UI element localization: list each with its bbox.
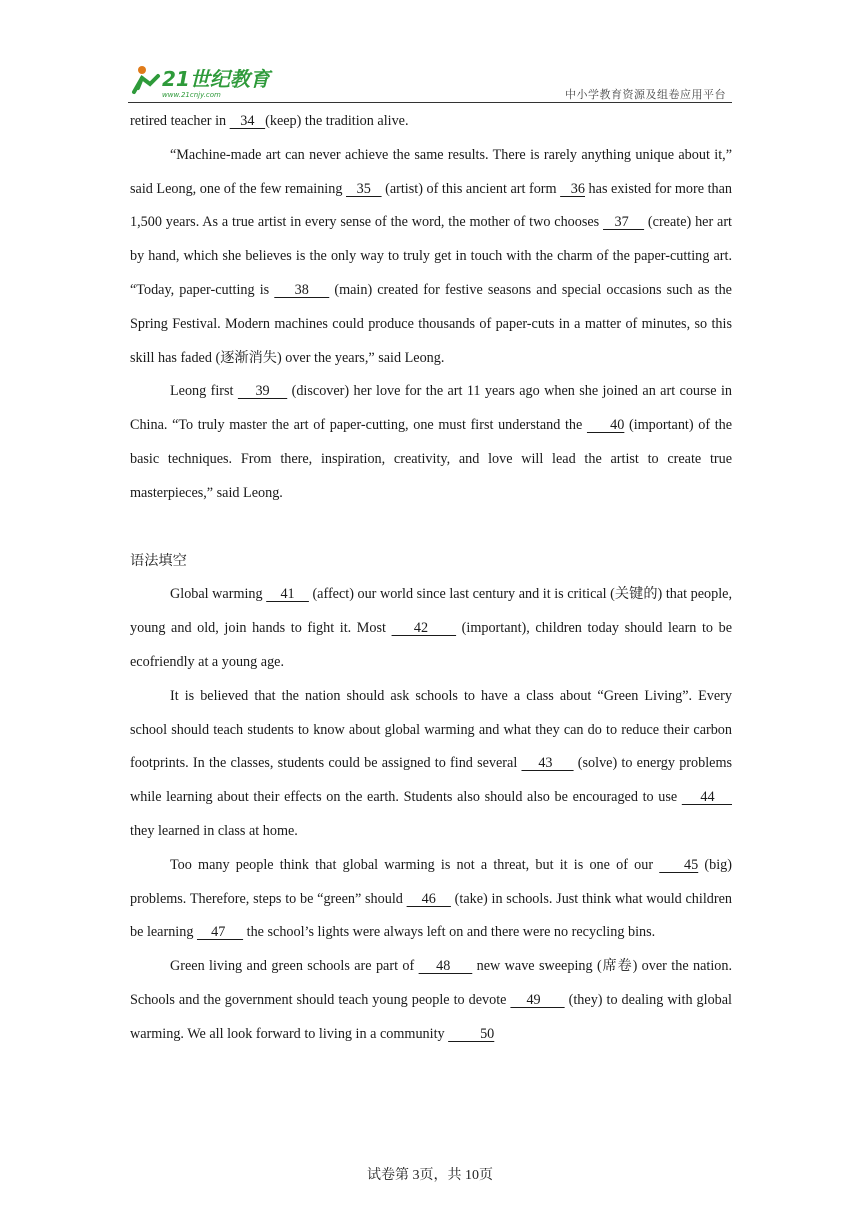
blank-43: 43 [521,755,574,772]
section-gap [130,511,732,545]
paragraph-5: It is believed that the nation should ask schools to have a class about “Green Living”. Every school should teach students to know about global warming and what they can do to reduce their carbon footprints. In the classes, students could be assigned to find several 43 (solve) to energy problems while learning about their effects on the earth. Students also should also be encouraged to use 44 they learned in class at home. [130,687,733,839]
section-title: 语法填空 [130,552,187,569]
header-platform-text: 中小学教育资源及组卷应用平台 [565,88,726,101]
blank-37: 37 [603,214,645,231]
paragraph-6: Too many people think that global warming is not a threat, but it is one of our 45 (big) problems. Therefore, steps to be “green” should 46 (take) in schools. Just think what would children be learning 47 the school’s lights were always left on and there were no recycling bins. [130,856,732,941]
blank-36: 36 [560,180,585,197]
blank-47: 47 [196,924,244,941]
blank-48: 48 [418,958,473,975]
blank-38: 38 [274,281,330,298]
document-body [130,105,732,1052]
logo-text: 21世纪教育 [162,67,270,91]
blank-42: 42 [391,620,457,637]
blank-34: 34 [229,113,266,129]
paragraph-4: Global warming 41 (affect) our world since last century and it is critical (关键的) that people, young and old, join hands to fight it. Most 42 (important), children today should learn to be ecofriendly at a young age. [130,586,733,670]
blank-41: 41 [266,586,309,603]
paragraph-3: Leong first 39 (discover) her love for the art 11 years ago when she joined an art course in China. “To truly master the art of paper-cutting, one must first understand the 40 (important) of the basic techniques. From there, inspiration, creativity, and love will lead the artist to create true masterpieces,” said Leong. [130,383,733,501]
logo [128,62,278,100]
paragraph-2: “Machine-made art can never achieve the same results. There is rarely anything unique about it,” said Leong, one of the few remaining 35 (artist) of this ancient art form 36 has existed for more than 1,500 years. As a true artist in every sense of the word, the mother of two chooses 37 (create) her art by hand, which she believes is the only way to truly get in touch with the charm of the paper-cutting art. “Today, paper-cutting is 38 (main) created for festive seasons and special occasions such as the Spring Festival. Modern machines could produce thousands of paper-cuts in a matter of minutes, so this skill has faded (逐渐消失) over the years,” said Leong. [130,146,733,366]
blank-44: 44 [681,789,732,806]
paragraph-7: Green living and green schools are part of 48 new wave sweeping (席卷) over the nation. Schools and the government should teach young people to devote 49 (they) to dealing with global warming. We all look forward to living in a community 50 [130,958,733,1042]
paragraph-1: retired teacher in 34 (keep) the tradition alive. [130,113,409,129]
logo-graphic [128,62,278,100]
blank-46: 46 [406,890,451,907]
blank-49: 49 [510,991,565,1008]
blank-39: 39 [237,383,288,400]
page-header [128,62,732,104]
blank-35: 35 [346,180,382,197]
header-divider [128,102,732,103]
page-footer: 试卷第 3页，共 10页 [367,1168,493,1183]
blank-45: 45 [659,856,699,873]
blank-40: 40 [586,417,625,434]
logo-url: www.21cnjy.com [162,91,221,99]
blank-50: 50 [448,1025,495,1042]
